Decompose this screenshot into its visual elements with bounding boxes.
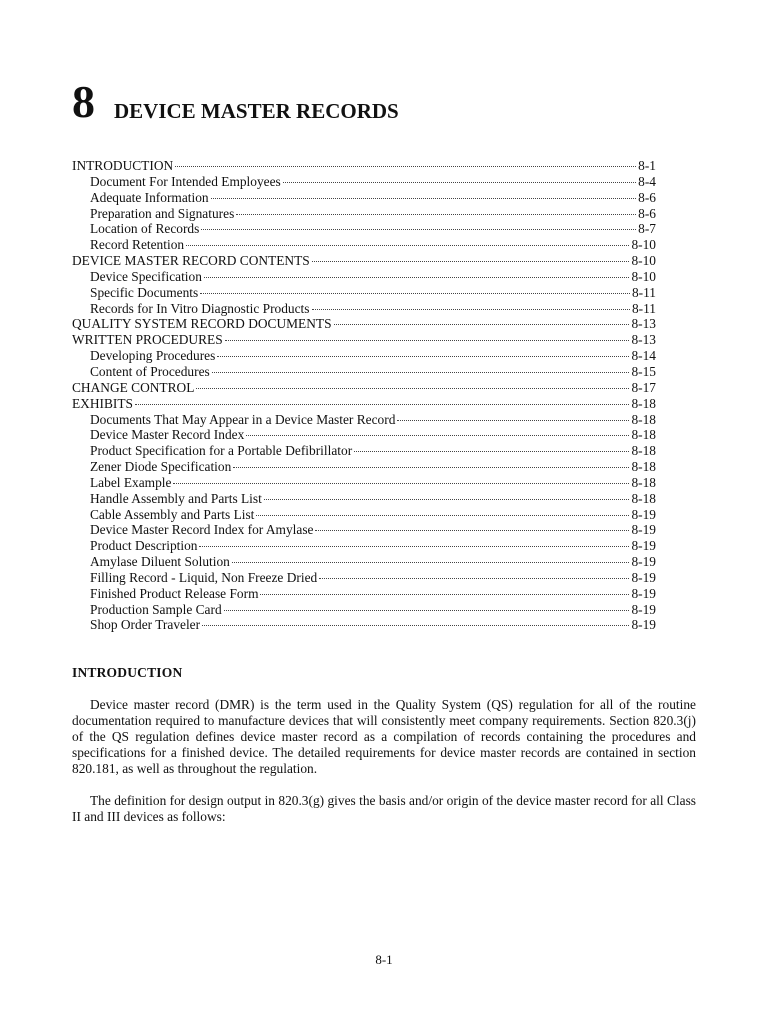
toc-entry[interactable] <box>72 332 656 348</box>
toc-dot-leader <box>264 499 630 500</box>
toc-dot-leader <box>283 182 636 183</box>
toc-entry-page: 8-10 <box>631 237 656 253</box>
toc-dot-leader <box>312 261 630 262</box>
toc-dot-leader <box>202 625 629 626</box>
toc-entry-label: Finished Product Release Form <box>90 585 259 601</box>
toc-entry[interactable] <box>72 554 656 570</box>
toc-entry-page: 8-7 <box>638 221 656 237</box>
toc-entry-label: Device Master Record Index for Amylase <box>90 522 314 538</box>
toc-entry-page: 8-18 <box>631 395 656 411</box>
toc-entry-label: Amylase Diluent Solution <box>90 554 230 570</box>
toc-entry[interactable] <box>72 206 656 222</box>
toc-entry-label: EXHIBITS <box>72 395 133 411</box>
toc-entry-page: 8-4 <box>638 173 656 189</box>
chapter-title: DEVICE MASTER RECORDS <box>114 99 399 123</box>
toc-dot-leader <box>200 293 630 294</box>
toc-entry[interactable] <box>72 475 656 491</box>
toc-entry-label: INTRODUCTION <box>72 158 174 173</box>
toc-entry[interactable] <box>72 412 656 428</box>
toc-entry[interactable] <box>72 443 656 459</box>
toc-entry-label: Filling Record - Liquid, Non Freeze Dried <box>90 569 318 585</box>
toc-entry-label: WRITTEN PROCEDURES <box>72 332 223 348</box>
toc-entry-page: 8-6 <box>638 189 656 205</box>
toc-dot-leader <box>211 198 637 199</box>
toc-entry[interactable] <box>72 158 656 174</box>
toc-entry-label: Preparation and Signatures <box>90 205 235 221</box>
toc-dot-leader <box>315 530 629 531</box>
toc-entry[interactable] <box>72 364 656 380</box>
toc-entry[interactable] <box>72 316 656 332</box>
toc-entry-label: DEVICE MASTER RECORD CONTENTS <box>72 253 310 269</box>
toc-entry[interactable] <box>72 221 656 237</box>
toc-entry-label: Product Specification for a Portable Defibrillator <box>90 443 353 459</box>
page-number: 8-1 <box>375 952 393 967</box>
toc-entry[interactable] <box>72 285 656 301</box>
toc-entry-page: 8-18 <box>631 443 656 459</box>
toc-entry[interactable] <box>72 174 656 190</box>
toc-entry-page: 8-18 <box>631 411 656 427</box>
toc-entry-page: 8-19 <box>631 569 656 585</box>
toc-entry-label: CHANGE CONTROL <box>72 379 195 395</box>
toc-entry[interactable] <box>72 491 656 507</box>
toc-entry-label: Handle Assembly and Parts List <box>90 490 262 506</box>
toc-entry[interactable] <box>72 396 656 412</box>
toc-dot-leader <box>199 546 629 547</box>
toc-dot-leader <box>212 372 630 373</box>
toc-entry-page: 8-19 <box>631 522 656 538</box>
toc-dot-leader <box>312 309 630 310</box>
toc-entry[interactable] <box>72 522 656 538</box>
toc-entry-label: QUALITY SYSTEM RECORD DOCUMENTS <box>72 316 332 332</box>
toc-entry-page: 8-18 <box>631 459 656 475</box>
toc-entry-label: Developing Procedures <box>90 348 216 364</box>
toc-entry-label: Shop Order Traveler <box>90 617 201 633</box>
toc-entry[interactable] <box>72 602 656 618</box>
toc-entry-page: 8-10 <box>631 253 656 269</box>
toc-entry[interactable] <box>72 380 656 396</box>
toc-entry-page: 8-19 <box>631 601 656 617</box>
toc-dot-leader <box>260 594 629 595</box>
toc-entry-label: Product Description <box>90 538 198 554</box>
toc-entry[interactable] <box>72 269 656 285</box>
toc-entry[interactable] <box>72 538 656 554</box>
toc-dot-leader <box>196 388 629 389</box>
toc-entry-label: Records for In Vitro Diagnostic Products <box>90 300 310 316</box>
toc-entry-page: 8-19 <box>631 506 656 522</box>
chapter-number: 8 <box>72 76 95 127</box>
toc-dot-leader <box>186 245 629 246</box>
body-paragraph: Device master record (DMR) is the term used in the Quality System (QS) regulation for all of the routine documentation required to manufacture devices that will consistently meet company requirements. Section 820.3(j) of the QS regulation defines device master record as a compilation of records containing the procedures and specifications for a finished device. The detailed requirements for device master records are contained in section 820.181, as well as throughout the regulation. <box>72 697 696 776</box>
toc-dot-leader <box>175 166 636 167</box>
toc-entry-page: 8-18 <box>631 427 656 443</box>
toc-entry-label: Specific Documents <box>90 284 199 300</box>
toc-entry-page: 8-13 <box>631 332 656 348</box>
toc-entry-page: 8-19 <box>631 617 656 633</box>
toc-dot-leader <box>354 451 629 452</box>
toc-dot-leader <box>334 324 630 325</box>
toc-dot-leader <box>246 435 629 436</box>
toc-entry-label: Device Master Record Index <box>90 427 245 443</box>
toc-entry-page: 8-17 <box>631 379 656 395</box>
toc-entry[interactable] <box>72 348 656 364</box>
toc-entry[interactable] <box>72 570 656 586</box>
toc-entry-page: 8-1 <box>638 158 656 173</box>
toc-entry-page: 8-15 <box>631 363 656 379</box>
body-paragraph: The definition for design output in 820.3(g) gives the basis and/or origin of the device master record for all Class II and III devices as follows: <box>72 793 696 824</box>
toc-entry-label: Zener Diode Specification <box>90 459 232 475</box>
toc-entry[interactable] <box>72 253 656 269</box>
toc-entry[interactable] <box>72 459 656 475</box>
toc-entry-page: 8-18 <box>631 474 656 490</box>
toc-dot-leader <box>224 610 630 611</box>
toc-dot-leader <box>135 404 629 405</box>
toc-entry-page: 8-6 <box>638 205 656 221</box>
toc-dot-leader <box>397 420 629 421</box>
toc-entry-label: Device Specification <box>90 268 202 284</box>
toc-entry-page: 8-19 <box>631 585 656 601</box>
section-heading: INTRODUCTION <box>72 665 183 680</box>
toc-entry-page: 8-11 <box>631 284 656 300</box>
toc-entry-label: Location of Records <box>90 221 200 237</box>
toc-entry[interactable] <box>72 190 656 206</box>
toc-entry-page: 8-19 <box>631 538 656 554</box>
toc-entry-label: Document For Intended Employees <box>90 173 281 189</box>
toc-entry-label: Production Sample Card <box>90 601 222 617</box>
toc-entry-page: 8-18 <box>631 490 656 506</box>
toc-entry-page: 8-13 <box>631 316 656 332</box>
toc-dot-leader <box>256 515 629 516</box>
toc-entry-label: Record Retention <box>90 237 185 253</box>
toc-dot-leader <box>217 356 629 357</box>
toc-entry[interactable] <box>72 617 656 633</box>
table-of-contents <box>72 158 656 633</box>
toc-entry-label: Documents That May Appear in a Device Master Record <box>90 411 396 427</box>
toc-dot-leader <box>173 483 629 484</box>
toc-entry[interactable] <box>72 507 656 523</box>
toc-entry-label: Adequate Information <box>90 189 209 205</box>
toc-entry-page: 8-19 <box>631 554 656 570</box>
toc-dot-leader <box>233 467 629 468</box>
toc-entry-label: Content of Procedures <box>90 363 210 379</box>
toc-entry-label: Cable Assembly and Parts List <box>90 506 255 522</box>
toc-entry[interactable] <box>72 586 656 602</box>
toc-dot-leader <box>225 340 630 341</box>
toc-entry[interactable] <box>72 301 656 317</box>
toc-entry[interactable] <box>72 427 656 443</box>
toc-dot-leader <box>236 214 636 215</box>
toc-entry-page: 8-14 <box>631 348 656 364</box>
toc-entry-page: 8-10 <box>631 268 656 284</box>
toc-entry-label: Label Example <box>90 474 172 490</box>
toc-entry-page: 8-11 <box>631 300 656 316</box>
toc-dot-leader <box>201 229 636 230</box>
toc-dot-leader <box>204 277 630 278</box>
toc-dot-leader <box>319 578 629 579</box>
toc-dot-leader <box>232 562 630 563</box>
toc-entry[interactable] <box>72 237 656 253</box>
